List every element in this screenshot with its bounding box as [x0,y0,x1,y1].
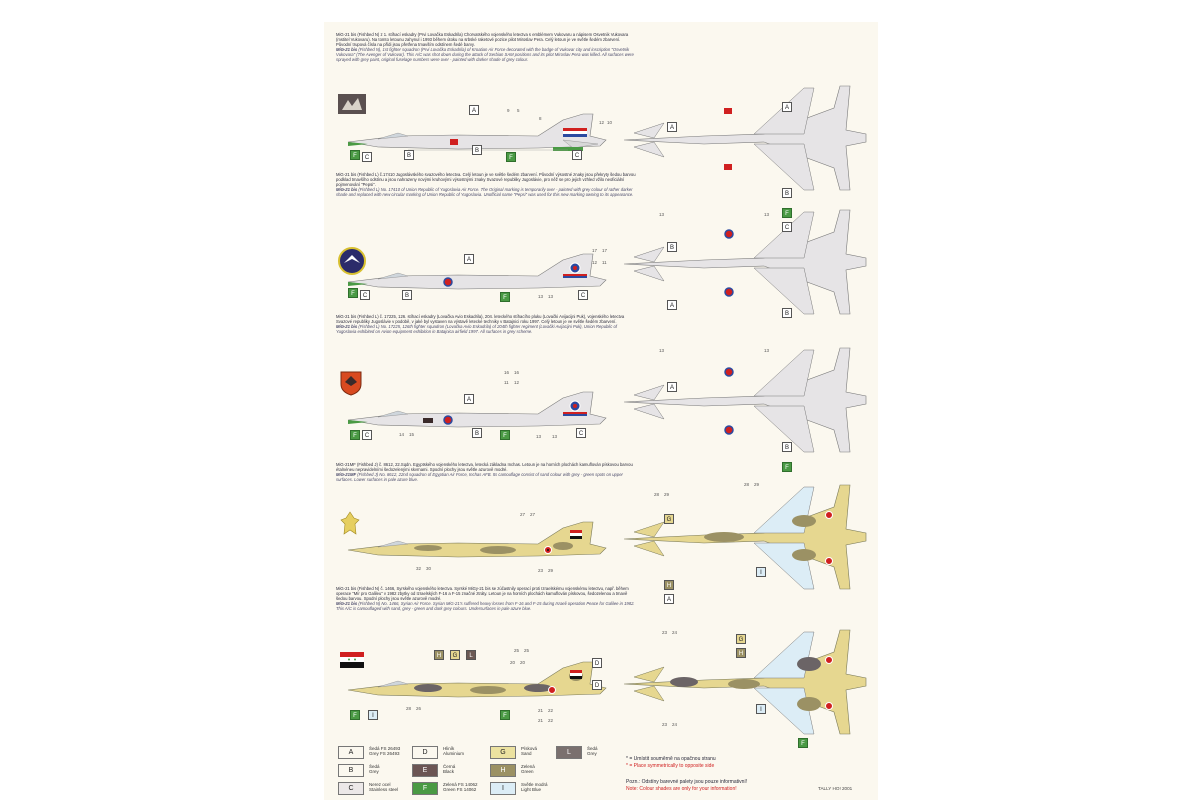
top-view-1 [604,78,874,198]
legend-label [369,764,409,774]
stencil-number: 23 [662,630,668,635]
stencil-number: 27 [520,512,526,517]
callout-c: C [578,290,588,300]
stencil-number: 11 [602,260,607,265]
callout-f: F [350,710,360,720]
stencil-number: 8 [539,116,542,121]
callout-b: B [782,442,792,452]
stencil-number: 21 [538,718,544,723]
section-1-english-text: (Fishbed N), 1st fighter squadron (Prvi Lovačka Eskadrila) of Kroatian Air Force decorated with the badge of Vukovar city and inscription "Osvetnik Vukovara" (The Avenger of Vukovar). This A/C was shot down during the attack of Serbian SAM positions and its pilot Miroslav Pera was killed. All surfaces were sprayed with grey paint, original fuselage numbers were over - painted with darker shade of grey colour. [336,47,634,63]
callout-f: F [348,288,358,298]
callout-c: C [572,150,582,160]
callout-f: F [500,710,510,720]
stencil-number: 20 [510,660,516,665]
stencil-number: 13 [764,348,770,353]
callout-f: F [782,462,792,472]
legend-swatch: D [412,746,438,759]
stencil-number: 13 [538,294,544,299]
section-1-english [336,47,636,62]
callout-d: D [592,680,602,690]
side-profile-4 [338,510,608,580]
stencil-number: 15 [409,432,415,437]
section-3-description [336,314,636,334]
stencil-number: 28 [744,482,750,487]
stencil-number: 29 [754,482,760,487]
section-2-english-text: (Fishbed L) No. 17410 of Union Republic of Yugoslavia Air Force. The Original marking is temporarily over - painted with grey colour of rather darker shade and replaced with new circular marking of Union Republic of Yugoslavia. Unofficial name "Pepsi" was used for this new marking owning to its appearance. [336,187,634,198]
callout-h: H [664,580,674,590]
stencil-number: 16 [504,370,510,375]
stencil-number: 14 [399,432,405,437]
legend-label-en: Green FS 14062 [443,787,477,793]
legend-swatch: I [490,782,516,795]
stencil-number: 23 [538,568,544,573]
section-4-english [336,472,636,482]
legend-label-cz: Zelená [521,764,535,769]
legend-label-en: Green [521,769,534,775]
stencil-number: 10 [607,120,613,125]
section-5-title: MiG-21 bis [336,601,358,607]
section-2-description [336,172,636,197]
stencil-number: 11 [504,380,509,385]
callout-g: G [664,514,674,524]
callout-b: B [472,145,482,155]
callout-i: I [756,704,766,714]
legend-label [443,746,483,756]
legend-label-cz: Nerez ocel [369,782,391,787]
callout-a: A [667,382,677,392]
stencil-number: 25 [514,648,520,653]
callout-a: A [667,122,677,132]
side-profile-5 [338,650,608,720]
stencil-number: 24 [672,722,678,727]
section-2-czech: MiG-21 bis (Fishbed L) č.17410 Jugoslávského svazového letectva. Celý letoun je ve světle šedém zbarvení. Původní výsostné znaky jsou překryty šedou barvou podklad tmavšího odstínu a jsou nahrazeny novými kruhovými výsostnými znaky Svazové republiky Jugoslávie, pro něž se pro jejich vzhled vžilo neoficiální pojmenování "Pepsi". [336,172,636,188]
stencil-number: 26 [416,706,422,711]
stencil-number: 9 [507,108,510,113]
callout-b: B [782,308,792,318]
section-5-description [336,586,636,611]
callout-f: F [500,430,510,440]
top-view-4 [604,477,874,602]
decal-instruction-sheet [324,22,878,800]
legend-label-cz: Písková [521,746,538,751]
callout-f: F [798,738,808,748]
section-5-czech: MiG-21 bis (Fishbed N) č. 1466, Syrského vojenského letectva. Syrské MiGy-21 bis se zúčastnily operací proti Izraelskému vojenskému letectvu, např. během operace "Mír pro Galileu" v 1982 zbytky od Izraelských F-16 a F-15 značné ztráty. Letoun je na horních plochách kamuflován pískovou, šedozelenou a tmavě šedou barvou. Spodní plochy jsou světle azurově modré. [336,586,629,602]
callout-g: G [736,634,746,644]
stencil-number: 28 [406,706,412,711]
legend-label-cz: Černá [443,764,456,769]
stencil-number: 27 [530,512,536,517]
stencil-number: 20 [520,660,526,665]
legend-label-en: Sand [521,751,532,757]
stencil-number: 5 [517,108,520,113]
stencil-number: 13 [764,212,770,217]
legend-label-en: Stainless steel [369,787,399,793]
callout-b: B [402,290,412,300]
section-4-czech: MiG-21MF (Fishbed J) č. 8612, 22.Sqdn. Egyptského vojenského letectva, letecká základna Inchas. Letoun je na horních plochách kamuflován pískovou barvou étalnéneu nepravidelními šedozelenými skvrnami. Spodní plochy jsou světle azurově modré. [336,462,633,473]
side-profile-2 [338,242,608,312]
legend-swatch: L [556,746,582,759]
legend-label-en: Grey FS 26493 [369,751,400,757]
symmetric-note-cz: * = Umístit souměrně na opačnou stranu [626,756,716,762]
callout-i: I [368,710,378,720]
callout-g: G [450,650,460,660]
section-3-czech: MiG-21 bis (Fishbed L) č. 17225, 126. stíhací eskadry (Lovačka Avio Eskadrila), 204. leteckého stíhacího pluku (Lovački Avijacijni Puk), vojenského letectva Svazové republiky Jugoslávie v podobě, v jaké byl vystaven na výstavě letecké techniky v Batajnici roku 1997. Celý letoun je ve světle šedém zbarvení. [336,314,625,325]
callout-l: L [466,650,476,660]
section-4-title: MiG-21MF [336,472,357,478]
stencil-number: 25 [524,648,530,653]
legend-swatch: A [338,746,364,759]
symmetric-note-en: * = Place symmetrically to opposite side [626,763,715,769]
callout-f: F [350,430,360,440]
publisher-mark: TALLY HO! 2001 [818,786,853,791]
legend-label [521,746,561,756]
legend-label-cz: Hliník [443,746,455,751]
stencil-number: 22 [548,718,554,723]
stencil-number: 28 [654,492,660,497]
legend-label-en: Black [443,769,455,775]
callout-h: H [736,648,746,658]
stencil-number: 12 [599,120,605,125]
legend-label-en: Light Blue [521,787,542,793]
callout-c: C [362,430,372,440]
section-3-english-text: (Fishbed L) No. 17225, 126th fighter squadron (Lovačka Avio Eskadrila) of 204th fighter regiment (Lovački Avijacijni Puk), Union Republic of Yugoslavia exhibited on Avion equipment exhibition in Batajnica airfield 1997. All surfaces in grey scheme. [336,324,617,335]
legend-label [369,782,409,792]
callout-b: B [404,150,414,160]
callout-a: A [469,105,479,115]
legend-label [369,746,409,756]
legend-swatch: G [490,746,516,759]
callout-b: B [472,428,482,438]
shades-note-cz: Pozn.: Odstíny barevné palety jsou pouze informativní! [626,779,748,785]
stencil-number: 17 [602,248,608,253]
side-profile-3 [338,380,608,450]
legend-label-en: Grey [369,769,379,775]
section-4-description [336,462,636,482]
stencil-number: 12 [592,260,598,265]
callout-a: A [664,594,674,604]
callout-b: B [667,242,677,252]
callout-f: F [500,292,510,302]
stencil-number: 24 [672,630,678,635]
callout-a: A [464,254,474,264]
legend-label-cz: Šedá [587,746,598,751]
section-4-english-text: (Fishbed J) No. 8612, 22nd squadron of Egyptian Air Force, Inchas AFB. Its camouflage consist of sand colour with grey - green spots on upper surfaces. Lower surfaces in pale azure blue. [336,472,623,483]
callout-i: I [756,567,766,577]
stencil-number: 16 [514,370,520,375]
callout-f: F [506,152,516,162]
callout-h: H [434,650,444,660]
callout-c: C [362,152,372,162]
stencil-number: 13 [536,434,542,439]
callout-a: A [782,102,792,112]
callout-a: A [464,394,474,404]
callout-c: C [576,428,586,438]
top-view-3 [604,340,874,460]
stencil-number: 13 [659,348,665,353]
stencil-number: 32 [416,566,422,571]
callout-f: F [350,150,360,160]
legend-swatch: F [412,782,438,795]
legend-label-cz: Zelená FS 14062 [443,782,478,787]
legend-swatch: B [338,764,364,777]
legend-label-en: Aluminium [443,751,465,757]
stencil-number: 21 [538,708,544,713]
legend-label [587,746,627,756]
callout-d: D [592,658,602,668]
section-5-english-text: (Fishbed N) No. 1466, Syrian Air Force. Syrian MiG-21's suffered heavy losses from F-16 and F-15 during Israeli operation Peace for Galilee in 1982. This A/C is camouflaged with sand, grey - green and dark grey colours. Undersurfaces in pale azure blue. [336,601,635,612]
callout-c: C [360,290,370,300]
legend-swatch: C [338,782,364,795]
legend-label [443,782,483,792]
legend-swatch: E [412,764,438,777]
callout-b: B [782,188,792,198]
legend-label-en: Grey [587,751,597,757]
callout-a: A [667,300,677,310]
stencil-number: 29 [664,492,670,497]
callout-c: C [782,222,792,232]
legend-label [521,782,561,792]
legend-label-cz: Šedá [369,764,380,769]
section-1-title: MiG-21 bis [336,47,358,53]
shades-note-en: Note: Colour shades are only for your information! [626,786,737,792]
section-1-czech: MiG-21 bis (Fishbed N) z 1. stíhací eskadry (Prvi Lovačka Eskadrila) Chorvatského vojenského letectva s emblémem Vukovaru a nápisem Osvetnik Vukovara (mstitel Vukovaru). Na tomto letounu zahynul i 1993 během útoku na srbské raketové pozice pilot Miroslav Pera. Celý letoun je ve světle šedém zbarvení. Původní trupová čísla na přídi jsou přetřena tmavším odstínem šedé barvy. [336,32,629,48]
section-2-english [336,187,636,197]
legend-label [521,764,561,774]
section-1-description [336,32,636,63]
top-view-2 [604,202,874,322]
section-5-english [336,601,636,611]
section-2-title: MiG-21 bis [336,187,358,193]
callout-f: F [782,208,792,218]
stencil-number: 12 [514,380,520,385]
stencil-number: 17 [592,248,598,253]
legend-label-cz: Světle modrá [521,782,548,787]
legend-label [443,764,483,774]
stencil-number: 23 [662,722,668,727]
stencil-number: 30 [426,566,432,571]
stencil-number: 13 [552,434,558,439]
legend-swatch: H [490,764,516,777]
stencil-number: 13 [548,294,554,299]
section-3-english [336,324,636,334]
section-3-title: MiG-21 bis [336,324,358,330]
stencil-number: 22 [548,708,554,713]
stencil-number: 13 [659,212,665,217]
legend-label-cz: Šedá FS 26493 [369,746,401,751]
stencil-number: 29 [548,568,554,573]
